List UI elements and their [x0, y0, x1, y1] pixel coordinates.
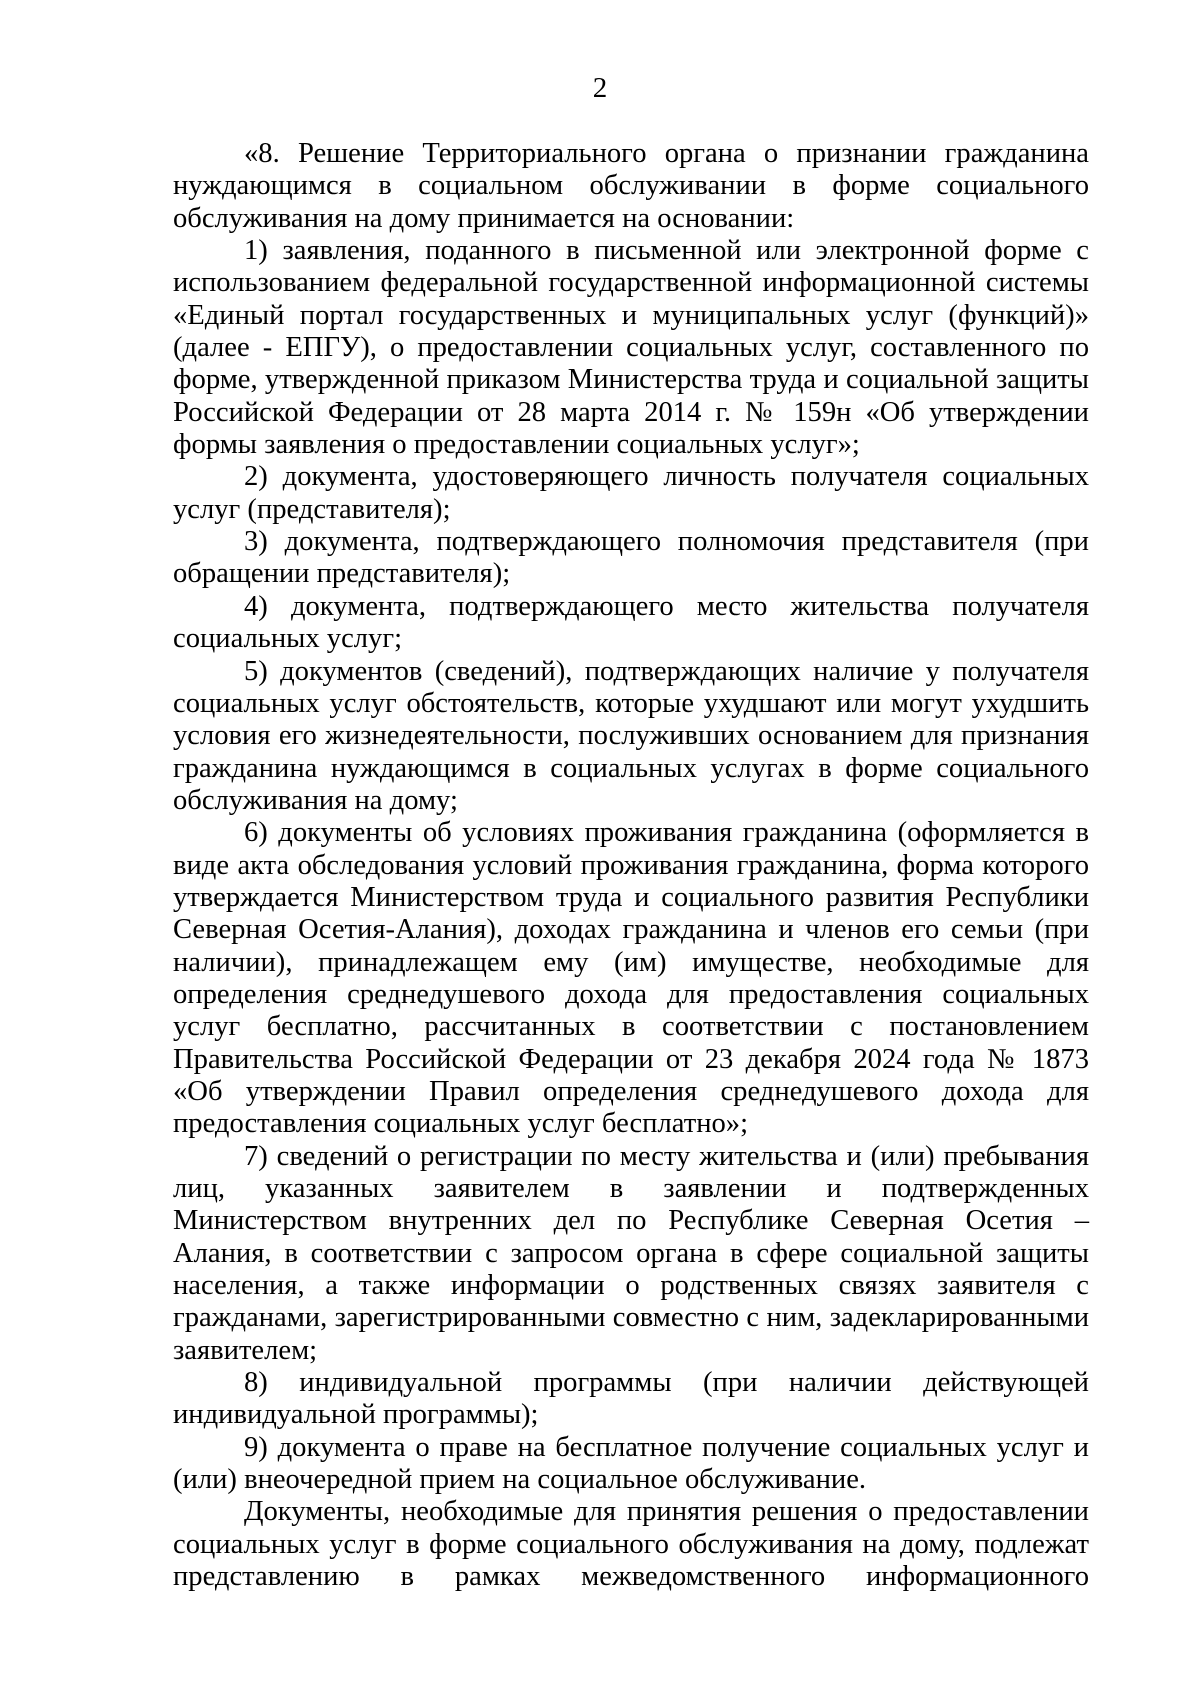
paragraph-documents: Документы, необходимые для принятия решения о предоставлении социальных услуг в форме социального обслуживания на дому, подлежат представлению в рамках межведомственного информационного: [173, 1496, 1089, 1593]
list-item-1: 1) заявления, поданного в письменной или электронной форме с использованием федеральной государственной информационной системы «Единый портал государственных и муниципальных услуг (функций)» (далее - ЕПГУ), о предоставлении социальных услуг, составленного по форме, утвержденной приказом Министерства труда и социальной защиты Российской Федерации от 28 марта 2014 г. № 159н «Об утверждении формы заявления о предоставлении социальных услуг»;: [173, 235, 1089, 461]
list-item-8: 8) индивидуальной программы (при наличии действующей индивидуальной программы);: [173, 1367, 1089, 1431]
list-item-5: 5) документов (сведений), подтверждающих наличие у получателя социальных услуг обстоятельств, которые ухудшают или могут ухудшить условия его жизнедеятельности, послуживших основанием для признания гражданина нуждающимся в социальных услугах в форме социального обслуживания на дому;: [173, 655, 1089, 816]
list-item-7: 7) сведений о регистрации по месту жительства и (или) пребывания лиц, указанных заявителем в заявлении и подтвержденных Министерством внутренних дел по Республике Северная Осетия – Алания, в соответствии с запросом органа в сфере социальной защиты населения, а также информации о родственных связях заявителя с гражданами, зарегистрированными совместно с ним, задекларированными заявителем;: [173, 1140, 1089, 1366]
list-item-3: 3) документа, подтверждающего полномочия представителя (при обращении представителя);: [173, 526, 1089, 590]
list-item-6: 6) документы об условиях проживания гражданина (оформляется в виде акта обследования условий проживания гражданина, форма которого утверждается Министерством труда и социального развития Республики Северная Осетия-Алания), доходах гражданина и членов его семьи (при наличии), принадлежащем ему (им) имуществе, необходимые для определения среднедушевого дохода для предоставления социальных услуг бесплатно, рассчитанных в соответствии с постановлением Правительства Российской Федерации от 23 декабря 2024 года № 1873 «Об утверждении Правил определения среднедушевого дохода для предоставления социальных услуг бесплатно»;: [173, 817, 1089, 1140]
list-item-9: 9) документа о праве на бесплатное получение социальных услуг и (или) внеочередной прием на социальное обслуживание.: [173, 1431, 1089, 1496]
document-body: [173, 138, 1089, 1593]
list-item-4: 4) документа, подтверждающего место жительства получателя социальных услуг;: [173, 590, 1089, 655]
paragraph-intro: «8. Решение Территориального органа о признании гражданина нуждающимся в социальном обслуживании в форме социального обслуживания на дому принимается на основании:: [173, 138, 1089, 234]
list-item-2: 2) документа, удостоверяющего личность получателя социальных услуг (представителя);: [173, 461, 1089, 525]
page-number: 2: [592, 72, 608, 104]
